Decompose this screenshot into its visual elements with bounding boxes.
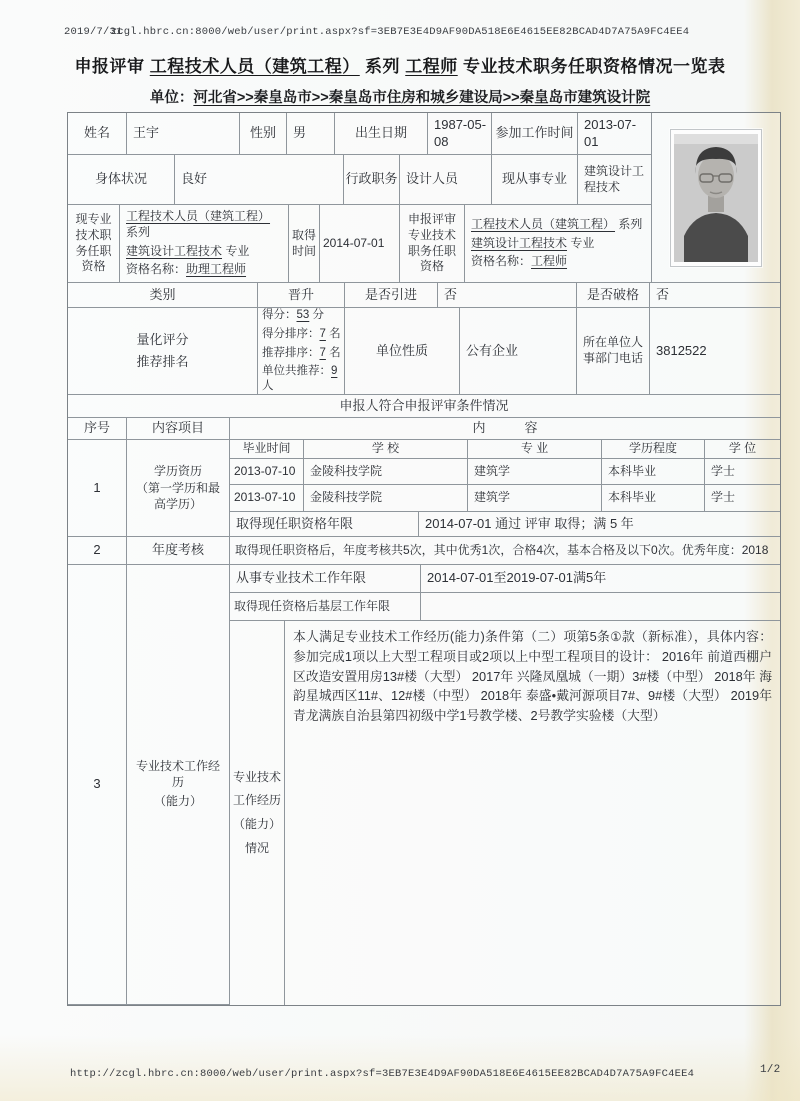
current-title-cert-line bbox=[126, 262, 246, 278]
page-number: 1/2 bbox=[760, 1064, 781, 1076]
item3-no: 3 bbox=[68, 565, 127, 1005]
score-rank-value: 7 bbox=[319, 327, 326, 340]
total-rec-prefix: 单位共推荐： bbox=[262, 365, 331, 378]
health-value: 良好 bbox=[175, 155, 344, 205]
apply-series: 工程技术人员（建筑工程） bbox=[471, 217, 616, 232]
edu-row2-degree: 学士 bbox=[705, 485, 780, 512]
score-label-line1: 量化评分 bbox=[136, 331, 189, 347]
form-title bbox=[44, 52, 756, 77]
tenure-value: 2014-07-01 通过 评审 取得；满 5 年 bbox=[419, 512, 780, 537]
name-label: 姓名 bbox=[68, 113, 127, 155]
unit-value: 河北省>>秦皇岛市>>秦皇岛市住房和城乡建设局>>秦皇岛市建筑设计院 bbox=[193, 90, 651, 106]
profession-value: 建筑设计工程技术 bbox=[578, 155, 652, 205]
total-rec-line bbox=[262, 364, 341, 394]
score-rank-label bbox=[68, 308, 258, 395]
current-title-content bbox=[120, 205, 289, 283]
current-title-series-line bbox=[126, 209, 285, 240]
portrait-photo-graphic bbox=[674, 134, 758, 262]
edu-col-major: 专 业 bbox=[468, 440, 602, 459]
experience-sub-label-line3: （能力） bbox=[232, 817, 281, 831]
print-date: 2019/7/31 bbox=[64, 26, 123, 38]
item1-label-line2: （第一学历和最高学历） bbox=[135, 481, 220, 511]
photo-cell bbox=[652, 113, 780, 283]
unit-type-value: 公有企业 bbox=[460, 308, 577, 395]
current-major: 建筑设计工程技术 bbox=[126, 243, 223, 258]
work-years-label: 从事专业技术工作年限 bbox=[230, 565, 421, 593]
current-title-label: 现专业技术职务任职资格 bbox=[68, 205, 120, 283]
unit-type-label: 单位性质 bbox=[345, 308, 460, 395]
score-rank-suffix: 名 bbox=[325, 327, 341, 340]
edu-row1-degree: 学士 bbox=[705, 459, 780, 485]
apply-title-cert-line bbox=[471, 254, 567, 270]
edu-row2-degree-level: 本科毕业 bbox=[602, 485, 705, 512]
apply-title-label: 申报评审专业技术职务任职资格 bbox=[400, 205, 465, 283]
edu-row2-school: 金陵科技学院 bbox=[304, 485, 468, 512]
edu-col-degree: 学 位 bbox=[705, 440, 780, 459]
rec-rank-prefix: 推荐排序： bbox=[262, 346, 320, 359]
category-value: 晋升 bbox=[258, 283, 345, 308]
item3-label-line1: 专业技术工作经历 bbox=[135, 759, 220, 789]
title-middle: 系列 bbox=[359, 57, 406, 76]
current-major-suffix: 专业 bbox=[222, 243, 250, 258]
footer-url: http://zcgl.hbrc.cn:8000/web/user/print.aspx?sf=3EB7E3E4D9AF90DA518E6E4615EE82BCAD4D7A75A9FC4EE4 bbox=[70, 1068, 695, 1080]
apply-title-major-line bbox=[471, 236, 594, 252]
score-prefix: 得分： bbox=[262, 308, 297, 321]
current-series: 工程技术人员（建筑工程） bbox=[126, 209, 271, 224]
item1-no: 1 bbox=[68, 440, 127, 537]
item3-label-line2: （能力） bbox=[153, 794, 202, 809]
id-photo bbox=[670, 129, 762, 267]
unit-line bbox=[44, 86, 756, 107]
work-start-value: 2013-07-01 bbox=[578, 113, 652, 155]
grassroots-years-value bbox=[421, 593, 780, 621]
grassroots-years-label: 取得现任资格后基层工作年限 bbox=[230, 593, 421, 621]
title-prefix: 申报评审 bbox=[74, 57, 150, 76]
category-label: 类别 bbox=[68, 283, 258, 308]
current-title-major-line bbox=[126, 244, 249, 260]
edu-col-degree-level: 学历程度 bbox=[602, 440, 705, 459]
apply-title-content bbox=[465, 205, 652, 283]
current-cert-label: 资格名称： bbox=[126, 262, 187, 277]
title-suffix: 专业技术职务任职资格情况一览表 bbox=[457, 57, 726, 76]
col-header-item: 内容项目 bbox=[127, 418, 230, 440]
edu-col-school: 学 校 bbox=[304, 440, 468, 459]
score-details bbox=[258, 308, 345, 395]
health-label: 身体状况 bbox=[68, 155, 175, 205]
total-rec-suffix: 人 bbox=[262, 380, 274, 393]
obtain-time-label: 取得时间 bbox=[289, 205, 320, 283]
rec-rank-value: 7 bbox=[319, 346, 326, 359]
edu-row1-major: 建筑学 bbox=[468, 459, 602, 485]
edu-row1-degree-level: 本科毕业 bbox=[602, 459, 705, 485]
col-header-content: 内 容 bbox=[230, 418, 780, 440]
current-cert: 助理工程师 bbox=[186, 262, 247, 277]
admin-post-label: 行政职务 bbox=[344, 155, 400, 205]
gender-label: 性别 bbox=[240, 113, 287, 155]
exception-value: 否 bbox=[650, 283, 780, 308]
apply-cert: 工程师 bbox=[531, 254, 568, 269]
edu-row2-grad-date: 2013-07-10 bbox=[230, 485, 304, 512]
annual-assessment-content: 取得现任职资格后，年度考核共5次，其中优秀1次，合格4次，基本合格及以下0次。优秀年度：2018 bbox=[230, 537, 780, 565]
unit-label: 单位： bbox=[149, 90, 194, 106]
item2-label: 年度考核 bbox=[127, 537, 230, 565]
birth-label: 出生日期 bbox=[335, 113, 428, 155]
rec-rank-suffix: 名 bbox=[325, 346, 341, 359]
hr-phone-label: 所在单位人事部门电话 bbox=[577, 308, 650, 395]
current-series-suffix: 系列 bbox=[126, 224, 151, 239]
title-rank: 工程师 bbox=[405, 57, 458, 76]
rec-rank-line bbox=[262, 346, 341, 361]
hr-phone-value: 3812522 bbox=[650, 308, 780, 395]
work-years-value: 2014-07-01至2019-07-01满5年 bbox=[421, 565, 780, 593]
experience-sub-label-line4: 情况 bbox=[244, 840, 269, 855]
score-suffix: 分 bbox=[309, 308, 324, 321]
header-url: zcgl.hbrc.cn:8000/web/user/print.aspx?sf=3EB7E3E4D9AF90DA518E6E4615EE82BCAD4D7A75A9FC4EE4 bbox=[110, 26, 690, 38]
score-label-line2: 推荐排名 bbox=[136, 353, 189, 369]
experience-sub-label-line1: 专业技术 bbox=[232, 769, 281, 784]
work-start-label: 参加工作时间 bbox=[492, 113, 578, 155]
experience-sub-label-line2: 工作经历 bbox=[232, 793, 281, 808]
edu-row2-major: 建筑学 bbox=[468, 485, 602, 512]
title-series: 工程技术人员（建筑工程） bbox=[149, 57, 360, 76]
score-line bbox=[262, 308, 324, 323]
item1-label-line1: 学历资历 bbox=[153, 463, 202, 478]
admin-post-value: 设计人员 bbox=[400, 155, 492, 205]
score-rank-line bbox=[262, 327, 341, 342]
birth-value: 1987-05-08 bbox=[428, 113, 492, 155]
edu-row1-grad-date: 2013-07-10 bbox=[230, 459, 304, 485]
tenure-label: 取得现任职资格年限 bbox=[230, 512, 419, 537]
item1-label bbox=[127, 440, 230, 537]
apply-major-suffix: 专业 bbox=[567, 235, 595, 250]
conditions-section-title: 申报人符合申报评审条件情况 bbox=[68, 395, 780, 418]
apply-cert-label: 资格名称： bbox=[471, 254, 532, 269]
gender-value: 男 bbox=[287, 113, 335, 155]
apply-major: 建筑设计工程技术 bbox=[471, 235, 568, 250]
import-value: 否 bbox=[438, 283, 577, 308]
total-rec-value: 9 bbox=[331, 365, 338, 378]
import-label: 是否引进 bbox=[345, 283, 438, 308]
name-value: 王宇 bbox=[127, 113, 240, 155]
experience-content: 本人满足专业技术工作经历(能力)条件第（二）项第5条①款（新标准），具体内容：参加完成1项以上大型工程项目或2项以上中型工程项目的设计： 2016年 前道西棚户区改造安置用房13#楼（大型） 2017年 兴隆凤凰城（一期）3#楼（中型） 2018年 海韵星城西区11#、12#楼（中型） 2018年 泰盛•戴河源项目7#、9#楼（大型） 2019年 青龙满族自治县第四初级中学1号教学楼、2号教学实验楼（大型） bbox=[293, 629, 772, 724]
exception-label: 是否破格 bbox=[577, 283, 650, 308]
qualification-form-table bbox=[67, 112, 781, 1006]
col-header-no: 序号 bbox=[68, 418, 127, 440]
item3-label bbox=[127, 565, 230, 1005]
apply-series-suffix: 系列 bbox=[615, 217, 643, 232]
edu-row1-school: 金陵科技学院 bbox=[304, 459, 468, 485]
obtain-time-value: 2014-07-01 bbox=[320, 205, 400, 283]
item2-no: 2 bbox=[68, 537, 127, 565]
edu-col-grad-date: 毕业时间 bbox=[230, 440, 304, 459]
apply-title-series-line bbox=[471, 217, 642, 233]
profession-label: 现从事专业 bbox=[492, 155, 578, 205]
score-rank-prefix: 得分排序： bbox=[262, 327, 320, 340]
experience-sub-label bbox=[230, 621, 285, 1005]
score-value: 53 bbox=[296, 308, 310, 321]
